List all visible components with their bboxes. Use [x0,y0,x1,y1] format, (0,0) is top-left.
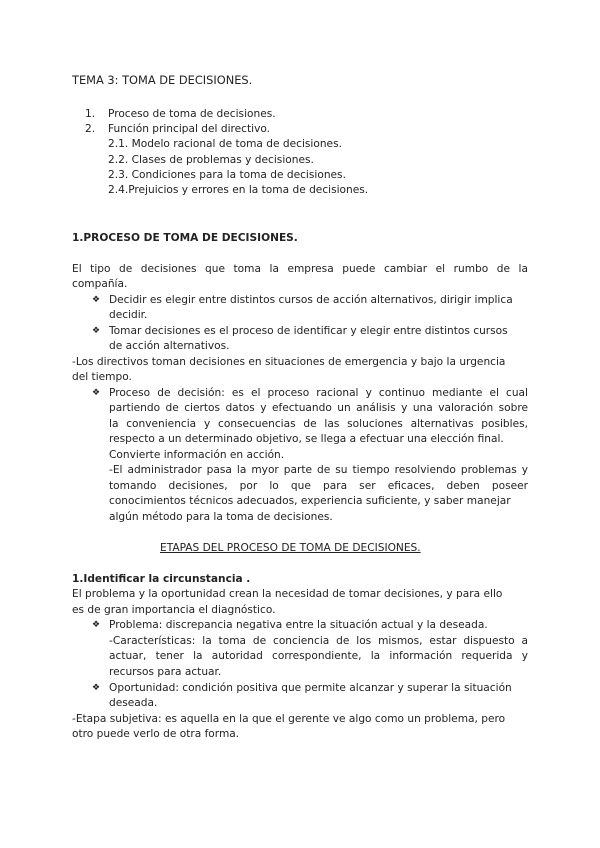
bullet-text: Decidir es elegir entre distintos cursos de acción alternativos, dirigir implica [109,294,513,306]
toc-item: Función principal del directivo. [108,123,271,135]
toc-number: 2. [85,123,96,135]
paragraph-line: -Los directivos toman decisiones en situaciones de emergencia y bajo la urgencia [72,356,506,368]
bullet-text: Oportunidad: condición positiva que permite alcanzar y superar la situación [109,682,512,694]
bullet-text: -Características: la toma de conciencia de los mismos, estar dispuesto a [109,635,528,647]
bullet-text: respecto a un determinado objetivo, se llega a efectuar una elección final. [109,433,504,445]
bullet-text: actuar, tener la autoridad correspondiente, la información requerida y [109,650,528,662]
paragraph-line: del tiempo. [72,371,132,383]
bullet-text: decidir. [109,309,148,321]
bullet-text: Convierte información en acción. [109,449,285,461]
toc-number: 1. [85,108,96,120]
toc-subitem: 2.3. Condiciones para la toma de decisiones. [108,169,346,181]
bullet-text: de acción alternativos. [109,340,230,352]
bullet-text: partiendo de ciertos datos y efectuando un análisis y una valoración sobre [109,402,528,414]
bullet-text: recursos para actuar. [109,666,222,678]
toc-subitem: 2.4.Prejuicios y errores en la toma de decisiones. [108,184,369,196]
step-heading: 1.Identificar la circunstancia . [72,573,251,585]
document-title: TEMA 3: TOMA DE DECISIONES. [72,73,253,87]
diamond-bullet-icon: ❖ [92,388,101,398]
bullet-text: Problema: discrepancia negativa entre la situación actual y la deseada. [109,619,488,631]
bullet-text: -El administrador pasa la myor parte de su tiempo resolviendo problemas y [109,464,528,476]
diamond-bullet-icon: ❖ [92,683,101,693]
paragraph-line: El tipo de decisiones que toma la empresa puede cambiar el rumbo de la [72,263,528,275]
diamond-bullet-icon: ❖ [92,295,101,305]
diamond-bullet-icon: ❖ [92,326,101,336]
toc-subitem: 2.2. Clases de problemas y decisiones. [108,154,314,166]
bullet-text: algún método para la toma de decisiones. [109,511,333,523]
bullet-text: conocimientos técnicos adecuados, experiencia suficiente, y saber manejar [109,495,511,507]
bullet-text: Tomar decisiones es el proceso de identificar y elegir entre distintos cursos [109,325,508,337]
paragraph-line: otro puede verlo de otra forma. [72,728,240,740]
bullet-text: Proceso de decisión: es el proceso racional y continuo mediante el cual [109,387,528,399]
stages-heading: ETAPAS DEL PROCESO DE TOMA DE DECISIONES. [160,542,421,554]
paragraph-line: compañía. [72,278,128,290]
bullet-text: tomando decisiones, por lo que para ser eficaces, deben poseer [109,480,528,492]
paragraph-line: -Etapa subjetiva: es aquella en la que el gerente ve algo como un problema, pero [72,713,506,725]
section-heading: 1.PROCESO DE TOMA DE DECISIONES. [72,232,298,244]
toc-subitem: 2.1. Modelo racional de toma de decisiones. [108,138,342,150]
toc-item: Proceso de toma de decisiones. [108,108,276,120]
bullet-text: deseada. [109,697,158,709]
paragraph-line: es de gran importancia el diagnóstico. [72,604,276,616]
bullet-text: la conveniencia y consecuencias de las soluciones alternativas posibles, [109,418,528,430]
paragraph-line: El problema y la oportunidad crean la necesidad de tomar decisiones, y para ello [72,588,503,600]
diamond-bullet-icon: ❖ [92,620,101,630]
